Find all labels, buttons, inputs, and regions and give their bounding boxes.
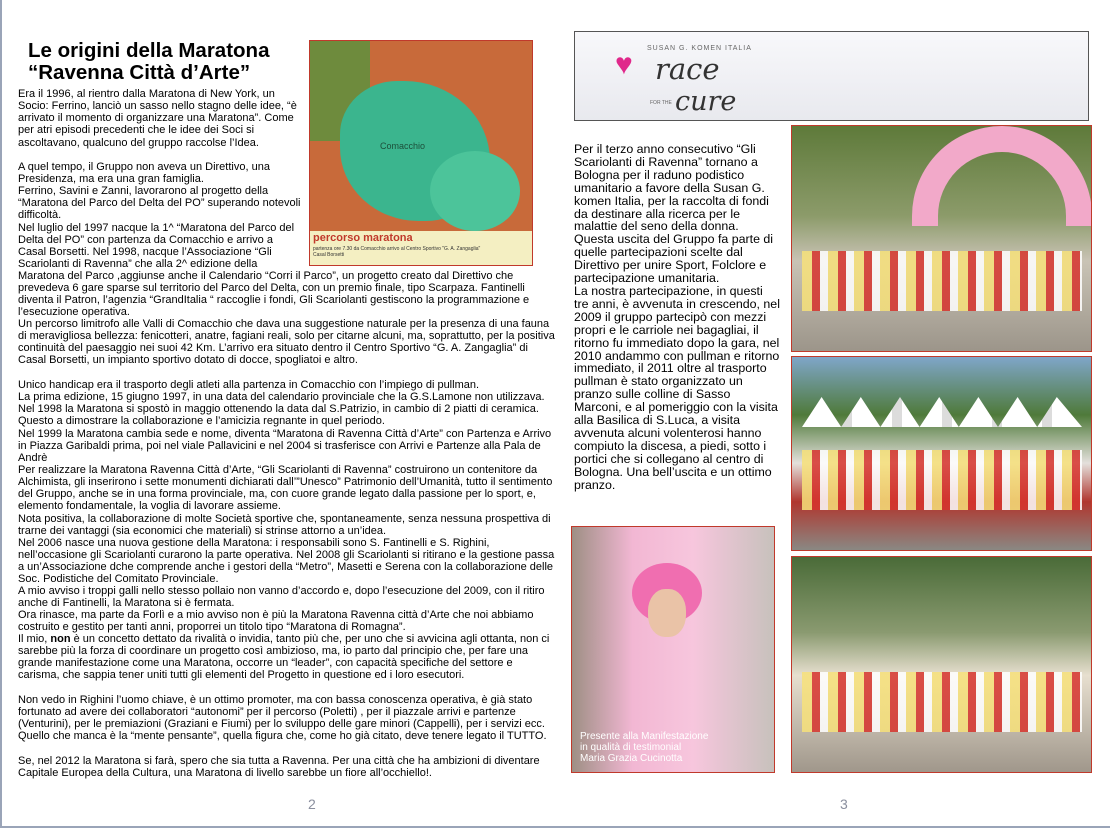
photo-caption: [580, 731, 770, 764]
photo-wheelbarrow-parade: [791, 556, 1092, 773]
photo-start-arch: [791, 125, 1092, 352]
group-runners: [802, 251, 1082, 311]
map-caption-title: percorso maratona: [313, 232, 413, 244]
paragraph-15: [18, 633, 555, 682]
paragraph-9: Nel 1999 la Maratona cambia sede e nome, diventa “Maratona di Ravenna Città d’Arte” con Partenza e Arrivo in Piazza Garibaldi prima, poi nel viale Pallavicini e nel 2004 si trasferisce con Arrivi e Partenze alla Pala de Andrè: [18, 428, 552, 465]
map-lagoon-east: [430, 151, 520, 231]
paragraph-4: Nel luglio del 1997 nacque la 1^ “Maratona del Parco del Delta del PO” con partenza da Comacchio e arrivo a Casal Borsetti. Nel 1998, nacque l’Associazione “Gli Scariolanti di Ravenna” che alla 2^ edizione della: [18, 222, 295, 271]
paragraph-16: Non vedo in Righini l’uomo chiave, è un ottimo promoter, ma con bassa conoscenza operativa, è già stato fortunato ad avere dei collaboratori “autonomi” per il percorso (Poletti) , per il piazzale arrivi e partenze (Venturini), per le premiazioni (Graziani e Fiumi) per lo sviluppo delle gare minori (Cappelli), per i servizi ecc. Quello che manca è la “mente pensante”, quella figura che, come ho già citato, deve tenere legato il TUTTO.: [18, 694, 547, 743]
photo-caption-line-2: in qualità di testimonial: [580, 742, 682, 753]
photo-caption-line-3: Maria Grazia Cucinotta: [580, 753, 683, 764]
group-with-wheelbarrows: [802, 450, 1082, 510]
pink-ribbon-icon: ♥: [615, 48, 633, 81]
left-edge: [0, 0, 2, 828]
photo-testimonial: [571, 526, 775, 773]
paragraph-11: Nota positiva, la collaborazione di molte Società sportive che, spontaneamente, senza nessuna prospettiva di trarne dei vantaggi (sia economici che materiali) si strinse attorno a un’idea.: [18, 513, 551, 538]
paragraph-10: Per realizzare la Maratona Ravenna Città d’Arte, “Gli Scariolanti di Ravenna” costruirono un contenitore da Alchimista, gli inserirono i sette monumenti dichiarati dall’”Unesco” Patrimonio dell’Umanità, tutto il sentimento del Gruppo, anche se in una forma provinciale, ma, con cuore grande legato dalla passione per lo sport, e, elemento fondamentale, la voglia di lavorare assieme.: [18, 464, 553, 513]
map-caption: [310, 231, 532, 265]
banner-race-text: race: [655, 52, 720, 86]
paragraph-17: Se, nel 2012 la Maratona si farà, spero che sia tutta a Ravenna. Per una città che ha ambizioni di diventare Capitale Europea della Cultura, una Maratona di livello sarebbe un fiore all’occhiello!.: [18, 755, 540, 780]
photo-group-tents: [791, 356, 1092, 551]
right-paragraph-1: Per il terzo anno consecutivo “Gli Scariolanti di Ravenna” tornano a Bologna per il raduno podistico umanitario a favore della Susan G. komen Italia, per la raccolta di fondi da destinare alla ricerca per le malattie del seno della donna. Questa uscita del Gruppo fa parte di quelle partecipazioni scelte dal Direttivo per unire Sport, Folclore e partecipazione umanitaria.: [574, 142, 774, 286]
testimonial-face: [648, 589, 686, 637]
title-line-2: “Ravenna Città d’Arte”: [28, 61, 251, 84]
paragraph-1: Era il 1996, al rientro dalla Maratona di New York, un Socio: Ferrino, lanciò un sasso nello stagno delle idee, “è arrivato il momento di organizzare una Maratona”. Come per atri episodi precedenti che le idee dei Soci si ascoltavano, qualcuno del gruppo raccolse l’Idea.: [18, 88, 297, 149]
race-for-the-cure-banner: [574, 31, 1089, 121]
map-caption-text: partenza ore 7.30 da Comacchio arrivo al Centro Sportivo "G. A. Zangaglia" Casal Borsetti: [313, 246, 481, 258]
pink-arch: [912, 126, 1092, 226]
paragraph-15-start: Il mio,: [18, 633, 51, 645]
marathon-route-map: [309, 40, 533, 266]
paragraph-5: Maratona del Parco ,aggiunse anche il Calendario “Corri il Parco”, un progetto creato dal Direttivo che prevedeva 6 gare sparse sul territorio del Parco del Delta, con un premio finale, tipo Scarpaza. Fantinelli diventa il Patron, l’agenzia “GrandItalia “ raccoglie i fondi, Gli Scariolanti gestiscono la programmazione e l’esecuzione operativa.: [18, 270, 530, 319]
paragraph-12: Nel 2006 nasce una nuova gestione della Maratona: i responsabili sono S. Fantinelli e S. Righini, nell’occasione gli Scariolanti curarono la parte operativa. Nel 2008 gli Scariolanti si ritirano e la gestione passa a un’Associazione dche comprende anche i gestori della “Metro”, Masetti e Serena con la collaborazione delle Soc. Podistiche del Comitato Provinciale.: [18, 537, 555, 586]
photo-caption-line-1: Presente alla Manifestazione: [580, 731, 709, 742]
paragraph-8: La prima edizione, 15 giugno 1997, in una data del calendario provinciale che la G.S.Lamone non utilizzava. Nel 1998 la Maratona si spostò in maggio ottenendo la data dal S.Patrizio, in cambio di 2 piatti di ceramica. Questo a dimostrare la collaborazione e l’amicizia regnante in quel periodo.: [18, 391, 545, 428]
paragraph-2: A quel tempo, il Gruppo non aveva un Direttivo, una Presidenza, ma era una gran famiglia.: [18, 161, 270, 186]
paragraph-15-rest: è un concetto dettato da rivalità o invidia, tanto più che, per uno che si avvicina agli ottanta, non ci sarebbe più la forza di coordinare un progetto così ambizioso, ma, io parto dal principio che, per fare una grande manifestazione come una Maratona, occorre un “leader”, con capacità specifiche del settore e carisma, che sappia tener uniti tutti gli elementi del Progetto in questione ed i loro esecutori.: [18, 633, 550, 682]
paragraph-15-bold: non: [50, 633, 71, 645]
right-article: [574, 143, 780, 491]
paragraph-14: Ora rinasce, ma parte da Forlì e a mio avviso non è più la Maratona Ravenna città d’Arte che noi abbiamo costruito e gestito per tanti anni, proporrei un titolo tipo “Maratona di Romagna”.: [18, 609, 534, 634]
banner-komen-text: SUSAN G. KOMEN ITALIA: [647, 45, 752, 52]
banner-for-the-text: FOR THE: [650, 100, 672, 106]
runners-wheelbarrows: [802, 672, 1082, 732]
map-place-label: Comacchio: [380, 141, 426, 151]
page-number-right: 3: [840, 796, 848, 812]
paragraph-13: A mio avviso i troppi galli nello stesso pollaio non vanno d’accordo e, dopo l’esecuzione del 2009, con il ritiro anche di Fantinelli, la Maratona si è fermata.: [18, 585, 545, 610]
paragraph-7: Unico handicap era il trasporto degli atleti alla partenza in Comacchio con l’impiego di pullman.: [18, 379, 480, 391]
paragraph-3: Ferrino, Savini e Zanni, lavorarono al progetto della “Maratona del Parco del Delta del PO” superando notevoli difficoltà.: [18, 185, 301, 222]
paragraph-6: Un percorso limitrofo alle Valli di Comacchio che dava una suggestione naturale per la presenza di una fauna di meravigliosa bellezza: fenicotteri, anatre, fagiani reali, solo per citarne alcuni, ma, soprattutto, per la positiva continuità del paesaggio nei suoi 42 Km. L’arrivo era situato dentro il Centro Sportivo “G. A. Zangaglia” di Casal Borsetti, un impianto sportivo dotato di docce, spogliatoi e altro.: [18, 318, 555, 367]
banner-cure-text: cure: [675, 86, 737, 117]
title-line-1: Le origini della Maratona: [28, 39, 270, 62]
right-paragraph-2: La nostra partecipazione, in questi tre anni, è avvenuta in crescendo, nel 2009 il gruppo partecipò con mezzi propri e le carriole nei bagagliai, il ritorno fu immediato dopo la gara, nel 2010 andammo con pullman e ritorno immediato, il 2011 oltre al trasporto pullman è stato organizzato un pranzo sulle colline di Sasso Marconi, e al pomeriggio con la visita alla Basilica di S.Luca, a visita avvenuta alcuni volenterosi hanno compiuto la discesa, a piedi, sotto i portici che si collegano al centro di Bologna. Una bell’uscita e un ottimo pranzo.: [574, 283, 780, 492]
article-title: [28, 40, 310, 84]
page-number-left: 2: [308, 796, 316, 812]
white-tents: [802, 397, 1082, 427]
